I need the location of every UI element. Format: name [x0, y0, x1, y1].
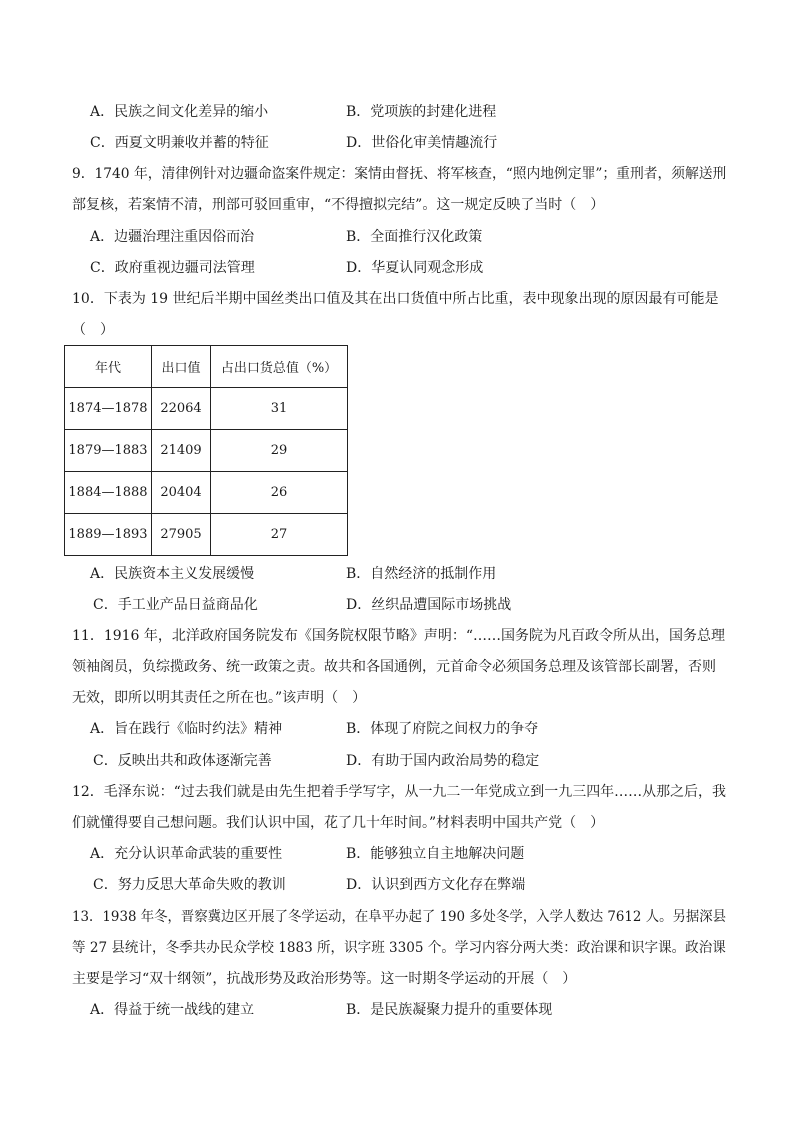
q12-stem-line2: 们就懂得要自己想问题。我们认识中国，花了几十年时间。”材料表明中国共产党（ ） — [72, 815, 605, 831]
q10-option-d: D．丝织品遭国际市场挑战 — [346, 597, 512, 613]
table-row — [65, 388, 348, 430]
q8-option-d: D．世俗化审美情趣流行 — [346, 135, 498, 151]
q9-stem-line1: 9．1740 年，清律例针对边疆命盗案件规定：案情由督抚、将军核查，“照内地例定罪”；重刑者，须解送刑 — [72, 166, 727, 182]
q9-option-d: D．华夏认同观念形成 — [346, 260, 484, 276]
q12-option-c: C．努力反思大革命失败的教训 — [93, 877, 286, 893]
q9-stem-line2: 部复核，若案情不清，刑部可驳回重审，“不得擅拟完结”。这一规定反映了当时（ ） — [72, 197, 605, 213]
table-cell-export-value: 20404 — [152, 472, 211, 514]
q13-option-a: A．得益于统一战线的建立 — [90, 1002, 255, 1018]
q9-option-b: B．全面推行汉化政策 — [346, 229, 483, 245]
q10-option-c: C．手工业产品日益商品化 — [93, 597, 258, 613]
q12-option-d: D．认识到西方文化存在弊端 — [346, 877, 526, 893]
q13-option-b: B．是民族凝聚力提升的重要体现 — [346, 1002, 553, 1018]
q11-stem-line3: 无效，即所以明其责任之所在也。”该声明（ ） — [72, 690, 367, 706]
q12-stem-line1: 12．毛泽东说：“过去我们就是由先生把着手学写字，从一九二一年党成立到一九三四年……从那之后，我 — [72, 784, 727, 800]
table-header-row — [65, 346, 348, 388]
table-cell-export-value: 27905 — [152, 514, 211, 556]
table-row — [65, 472, 348, 514]
q8-option-a: A．民族之间文化差异的缩小 — [90, 104, 269, 120]
q11-option-d: D．有助于国内政治局势的稳定 — [346, 753, 540, 769]
table-row — [65, 514, 348, 556]
table-cell-period: 1874—1878 — [65, 388, 152, 430]
q10-option-a: A．民族资本主义发展缓慢 — [90, 566, 255, 582]
q10-stem-line2: （ ） — [72, 322, 114, 338]
table-header-cell: 占出口货总值（%） — [211, 346, 348, 388]
table-cell-share: 31 — [211, 388, 348, 430]
table-cell-export-value: 21409 — [152, 430, 211, 472]
table-cell-share: 27 — [211, 514, 348, 556]
q11-option-b: B．体现了府院之间权力的争夺 — [346, 721, 539, 737]
q10-option-b: B．自然经济的抵制作用 — [346, 566, 497, 582]
q12-option-b: B．能够独立自主地解决问题 — [346, 846, 525, 862]
q13-stem-line3: 主要是学习“双十纲领”，抗战形势及政治形势等。这一时期冬学运动的开展（ ） — [72, 971, 577, 987]
q13-stem-line1: 13．1938 年冬，晋察冀边区开展了冬学运动，在阜平办起了 190 多处冬学，入学人数达 7612 人。另据深县 — [72, 909, 727, 925]
table-header-cell: 年代 — [65, 346, 152, 388]
q11-option-c: C．反映出共和政体逐渐完善 — [93, 753, 272, 769]
q8-option-c: C．西夏文明兼收并蓄的特征 — [90, 135, 269, 151]
table-cell-share: 29 — [211, 430, 348, 472]
table-cell-period: 1889—1893 — [65, 514, 152, 556]
q9-option-c: C．政府重视边疆司法管理 — [90, 260, 255, 276]
table-cell-period: 1884—1888 — [65, 472, 152, 514]
table-cell-export-value: 22064 — [152, 388, 211, 430]
table-row — [65, 430, 348, 472]
q11-stem-line2: 领袖阁员，负综揽政务、统一政策之责。故共和各国通例，元首命令必须国务总理及该管部长副署，否则 — [72, 659, 716, 675]
table-header-cell: 出口值 — [152, 346, 211, 388]
q11-option-a: A．旨在践行《临时约法》精神 — [90, 721, 283, 737]
table-cell-period: 1879—1883 — [65, 430, 152, 472]
q12-option-a: A．充分认识革命武装的重要性 — [90, 846, 283, 862]
q11-stem-line1: 11．1916 年，北洋政府国务院发布《国务院权限节略》声明：“……国务院为凡百政令所从出，国务总理 — [72, 628, 726, 644]
q9-option-a: A．边疆治理注重因俗而治 — [90, 229, 255, 245]
q13-stem-line2: 等 27 县统计，冬季共办民众学校 1883 所，识字班 3305 个。学习内容分两大类：政治课和识字课。政治课 — [72, 940, 726, 956]
table-cell-share: 26 — [211, 472, 348, 514]
q10-data-table — [64, 345, 348, 556]
q8-option-b: B．党项族的封建化进程 — [346, 104, 497, 120]
q10-stem-line1: 10．下表为 19 世纪后半期中国丝类出口值及其在出口货值中所占比重，表中现象出现的原因最有可能是 — [72, 291, 719, 307]
